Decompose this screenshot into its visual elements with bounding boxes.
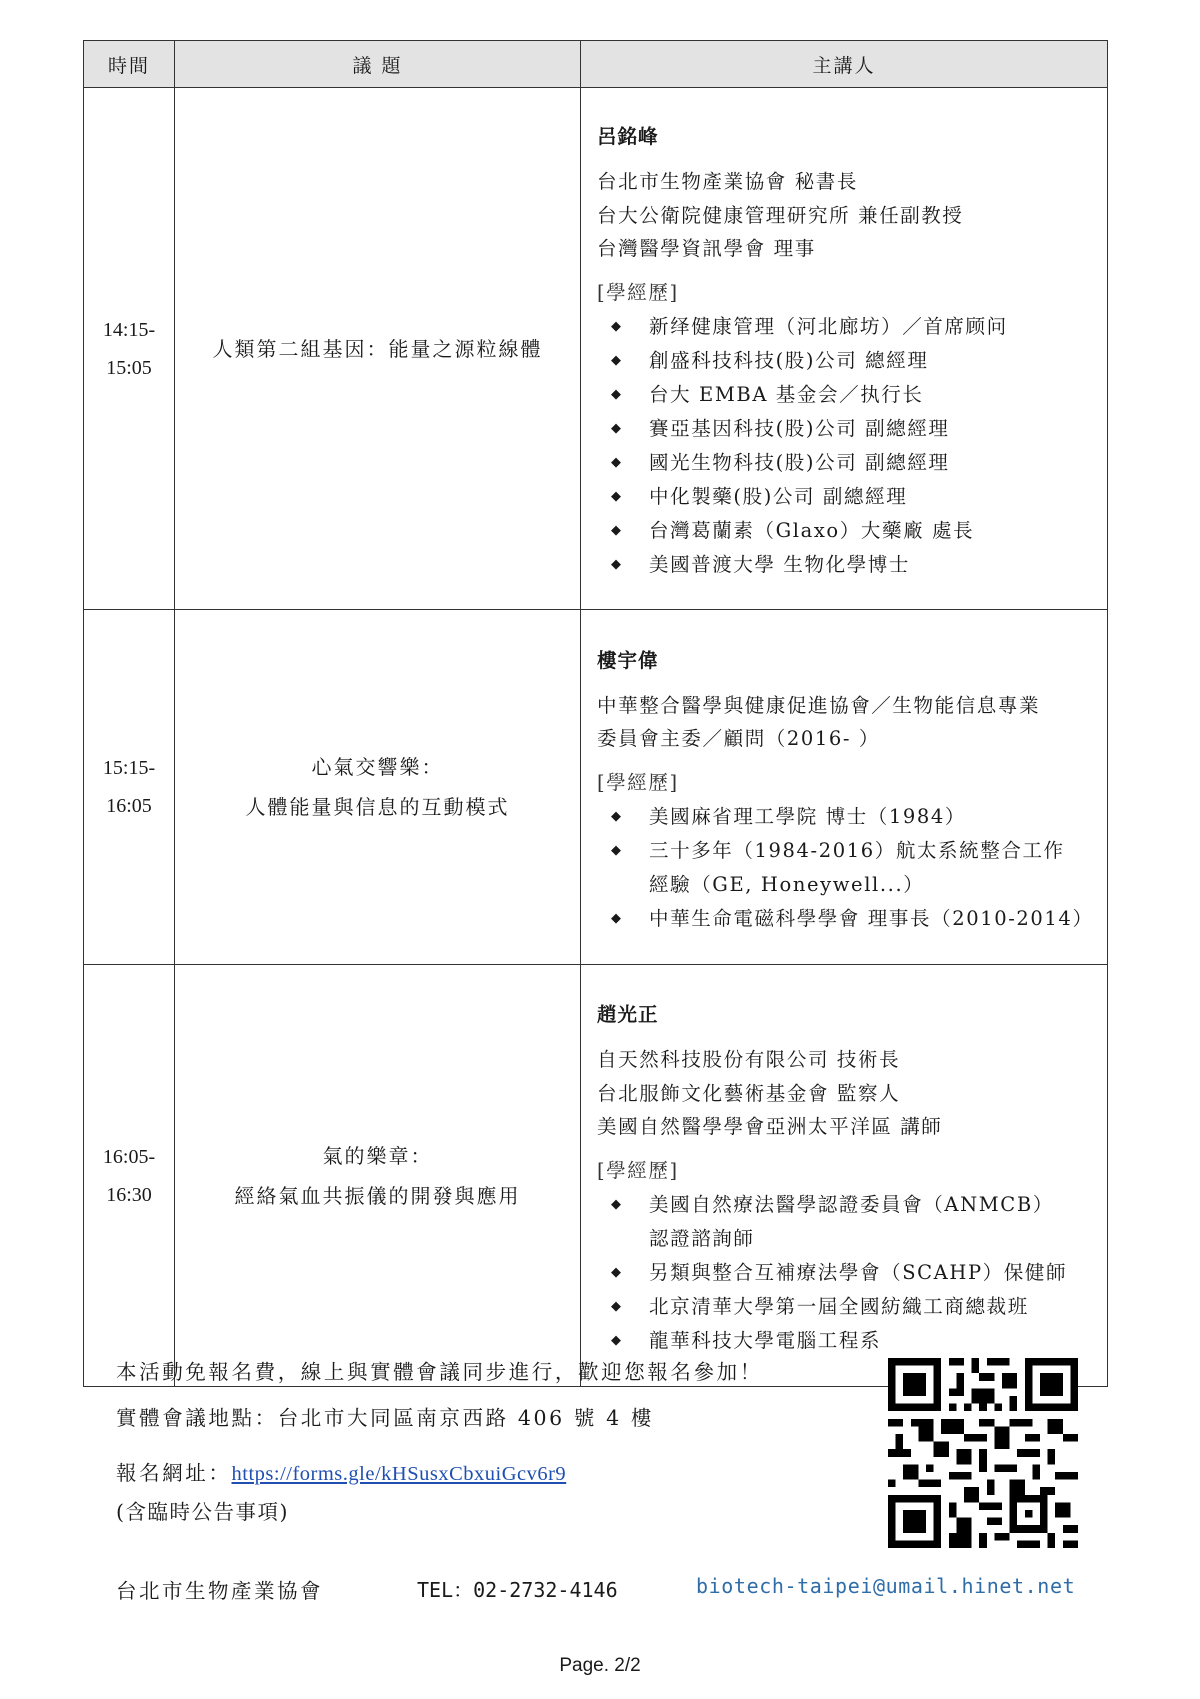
session-time (84, 610, 175, 965)
background-item-text: 中華生命電磁科學學會 理事長（2010-2014） (649, 906, 1094, 930)
speaker-cell (581, 965, 1108, 1387)
background-item-text: 美國普渡大學 生物化學博士 (649, 552, 910, 576)
background-item-text: 台大 EMBA 基金会／执行长 (649, 382, 924, 406)
qr-code (888, 1358, 1078, 1548)
background-item-text: 美國自然療法醫學認證委員會（ANMCB） 認證諮詢師 (649, 1192, 1054, 1250)
background-list (597, 1188, 1093, 1358)
speaker-cell (581, 88, 1108, 610)
diamond-bullet-icon: ◆ (611, 352, 623, 368)
background-item-text: 龍華科技大學電腦工程系 (649, 1328, 882, 1352)
background-item (597, 800, 1093, 834)
speaker-name: 趙光正 (597, 1003, 659, 1027)
speaker-name: 樓宇偉 (597, 648, 659, 672)
background-item (597, 548, 1093, 582)
speaker-title: 台北服飾文化藝術基金會 監察人 (597, 1081, 901, 1105)
speaker-title: 自天然科技股份有限公司 技術長 (597, 1048, 901, 1072)
time-line: 16:05 (106, 795, 152, 817)
background-item (597, 310, 1093, 344)
background-item-text: 新绎健康管理（河北廊坊）／首席顾问 (649, 314, 1008, 338)
background-item (597, 1188, 1093, 1256)
topic-line: 心氣交響樂： (311, 755, 444, 779)
background-item (597, 446, 1093, 480)
diamond-bullet-icon: ◆ (611, 386, 623, 402)
speaker-title: 台灣醫學資訊學會 理事 (597, 237, 816, 261)
topic-line: 人體能量與信息的互動模式 (245, 795, 510, 819)
speaker-title: 美國自然醫學學會亞洲太平洋區 講師 (597, 1115, 943, 1139)
header-topic: 議 題 (175, 41, 581, 88)
topic-line: 經絡氣血共振儀的開發與應用 (234, 1183, 521, 1208)
background-label: [學經歷] (597, 1158, 679, 1182)
diamond-bullet-icon: ◆ (611, 1196, 623, 1212)
time-line: 16:05- (102, 1145, 156, 1168)
time-line: 14:15- (102, 318, 156, 341)
registration-line (116, 1456, 566, 1486)
diamond-bullet-icon: ◆ (611, 1332, 623, 1348)
background-item (597, 514, 1093, 548)
background-label: [學經歷] (597, 770, 679, 794)
email-address[interactable]: biotech-taipei@umail.hinet.net (696, 1574, 1076, 1598)
session-topic (175, 88, 581, 610)
background-item (597, 378, 1093, 412)
background-item-text: 中化製藥(股)公司 副總經理 (649, 484, 908, 508)
diamond-bullet-icon: ◆ (611, 910, 623, 926)
diamond-bullet-icon: ◆ (611, 318, 623, 334)
diamond-bullet-icon: ◆ (611, 420, 623, 436)
session-time (84, 965, 175, 1387)
table-header-row (84, 41, 1108, 88)
agenda-row (84, 965, 1108, 1387)
speaker-title: 委員會主委／顧問（2016- ） (597, 727, 881, 750)
diamond-bullet-icon: ◆ (611, 488, 623, 504)
background-item (597, 902, 1093, 936)
background-list (597, 800, 1093, 936)
header-time: 時間 (84, 41, 175, 88)
background-list (597, 310, 1093, 582)
background-item (597, 1256, 1093, 1290)
background-item-text: 另類與整合互補療法學會（SCAHP）保健師 (649, 1260, 1068, 1284)
diamond-bullet-icon: ◆ (611, 1298, 623, 1314)
time-line: 15:05 (106, 356, 152, 379)
diamond-bullet-icon: ◆ (611, 842, 623, 858)
background-item-text: 國光生物科技(股)公司 副總經理 (649, 450, 950, 474)
diamond-bullet-icon: ◆ (611, 556, 623, 572)
speaker-title: 台大公衛院健康管理研究所 兼任副教授 (597, 203, 964, 227)
background-item-text: 台灣葛蘭素（Glaxo）大藥廠 處長 (649, 518, 975, 542)
registration-link[interactable]: https://forms.gle/kHSusxCbxuiGcv6r9 (231, 1463, 567, 1485)
telephone: TEL：02-2732-4146 (417, 1578, 618, 1602)
background-item-text: 美國麻省理工學院 博士（1984） (649, 804, 967, 828)
background-item-text: 創盛科技科技(股)公司 總經理 (649, 348, 929, 372)
time-line: 16:30 (106, 1183, 152, 1206)
venue-text: 實體會議地點：台北市大同區南京西路 406 號 4 樓 (116, 1406, 654, 1430)
diamond-bullet-icon: ◆ (611, 454, 623, 470)
agenda-table (83, 40, 1108, 1387)
speaker-cell (581, 610, 1108, 965)
speaker-name: 呂銘峰 (597, 125, 659, 149)
registration-note: (含臨時公告事項) (116, 1500, 289, 1524)
session-topic (175, 610, 581, 965)
topic-line: 人類第二組基因：能量之源粒線體 (212, 336, 543, 361)
registration-label: 報名網址： (116, 1461, 232, 1485)
topic-line: 氣的樂章： (322, 1143, 433, 1168)
page-number: Page. 2/2 (559, 1655, 641, 1676)
speaker-title: 台北市生物產業協會 秘書長 (597, 170, 858, 194)
diamond-bullet-icon: ◆ (611, 1264, 623, 1280)
header-speaker: 主講人 (581, 41, 1108, 88)
speaker-title: 中華整合醫學與健康促進協會／生物能信息專業 (597, 693, 1041, 717)
background-item (597, 1324, 1093, 1358)
background-item (597, 344, 1093, 378)
session-topic (175, 965, 581, 1387)
background-label: [學經歷] (597, 280, 679, 304)
agenda-row (84, 610, 1108, 965)
diamond-bullet-icon: ◆ (611, 808, 623, 824)
time-line: 15:15- (102, 757, 156, 779)
background-item (597, 412, 1093, 446)
organization-name: 台北市生物產業協會 (116, 1579, 323, 1603)
background-item-text: 賽亞基因科技(股)公司 副總經理 (649, 416, 950, 440)
session-time (84, 88, 175, 610)
notice-text: 本活動免報名費，線上與實體會議同步進行，歡迎您報名參加！ (116, 1360, 763, 1384)
background-item (597, 480, 1093, 514)
background-item-text: 三十多年（1984-2016）航太系統整合工作 經驗（GE, Honeywell...） (649, 838, 1065, 896)
agenda-row (84, 88, 1108, 610)
background-item (597, 834, 1093, 902)
background-item-text: 北京清華大學第一屆全國紡織工商總裁班 (649, 1294, 1029, 1318)
diamond-bullet-icon: ◆ (611, 522, 623, 538)
background-item (597, 1290, 1093, 1324)
